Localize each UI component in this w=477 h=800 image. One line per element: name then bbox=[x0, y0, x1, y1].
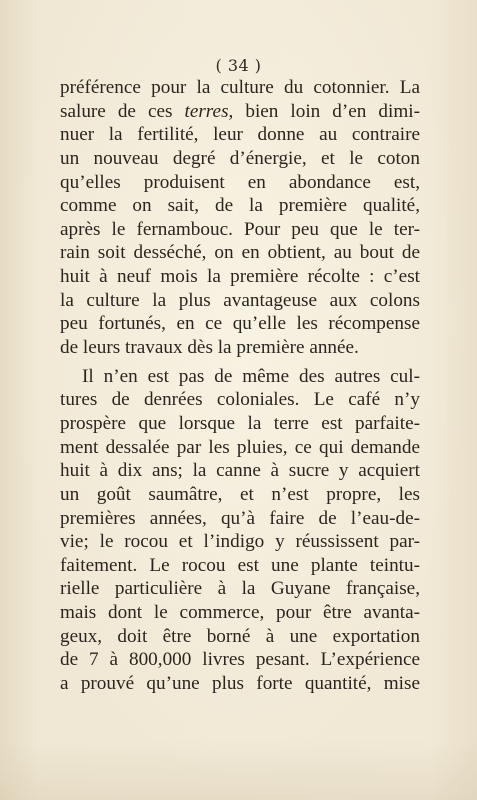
text-line: premières années, qu’à faire de l’eau-de- bbox=[60, 507, 420, 529]
text-line: nuer la fertilité, leur donne au contraire bbox=[60, 124, 420, 146]
paragraph-2 bbox=[60, 365, 420, 696]
text-line: salure de ces terres, bien loin d’en dimi- bbox=[60, 100, 420, 122]
text-line: a prouvé qu’une plus forte quantité, mise bbox=[60, 673, 420, 695]
text-line: peu fortunés, en ce qu’elle les récompense bbox=[60, 313, 420, 335]
page-bottom-shading bbox=[0, 740, 477, 800]
text-line: après le fernambouc. Pour peu que le ter- bbox=[60, 218, 420, 240]
paragraph-1 bbox=[60, 76, 420, 360]
text-line: prospère que lorsque la terre est parfaite- bbox=[60, 412, 420, 434]
page-number: ( 34 ) bbox=[215, 56, 262, 75]
text-line: geux, doit être borné à une exportation bbox=[60, 625, 420, 647]
text-line: faitement. Le rocou est une plante teintu- bbox=[60, 554, 420, 576]
text-line: de 7 à 800,000 livres pesant. L’expérience bbox=[60, 649, 420, 671]
text-line: tures de denrées coloniales. Le café n’y bbox=[60, 389, 420, 411]
text-line: huit à neuf mois la première récolte : c’est bbox=[60, 266, 420, 288]
text-line: la culture la plus avantageuse aux colons bbox=[60, 289, 420, 311]
text-line: rain soit desséché, on en obtient, au bout de bbox=[60, 242, 420, 264]
text-line: vie; le rocou et l’indigo y réussissent par- bbox=[60, 531, 420, 553]
text-line: qu’elles produisent en abondance est, bbox=[60, 171, 420, 193]
text-line: mais dont le commerce, pour être avanta- bbox=[60, 602, 420, 624]
text-line: Il n’en est pas de même des autres cul- bbox=[82, 365, 420, 387]
text-line: de leurs travaux dès la première année. bbox=[60, 337, 359, 359]
italic-word-terres: terres bbox=[184, 100, 229, 122]
text-line: huit à dix ans; la canne à sucre y acquiert bbox=[60, 460, 420, 482]
body-text bbox=[60, 76, 420, 696]
text-line: ment dessalée par les pluies, ce qui demande bbox=[60, 436, 420, 458]
text-line: un goût saumâtre, et n’est propre, les bbox=[60, 483, 420, 505]
text-line: rielle particulière à la Guyane française, bbox=[60, 578, 420, 600]
text-line: préférence pour la culture du cotonnier. La bbox=[60, 77, 420, 98]
text-line: un nouveau degré d’énergie, et le coton bbox=[60, 147, 420, 169]
text-line: comme on sait, de la première qualité, bbox=[60, 195, 420, 217]
